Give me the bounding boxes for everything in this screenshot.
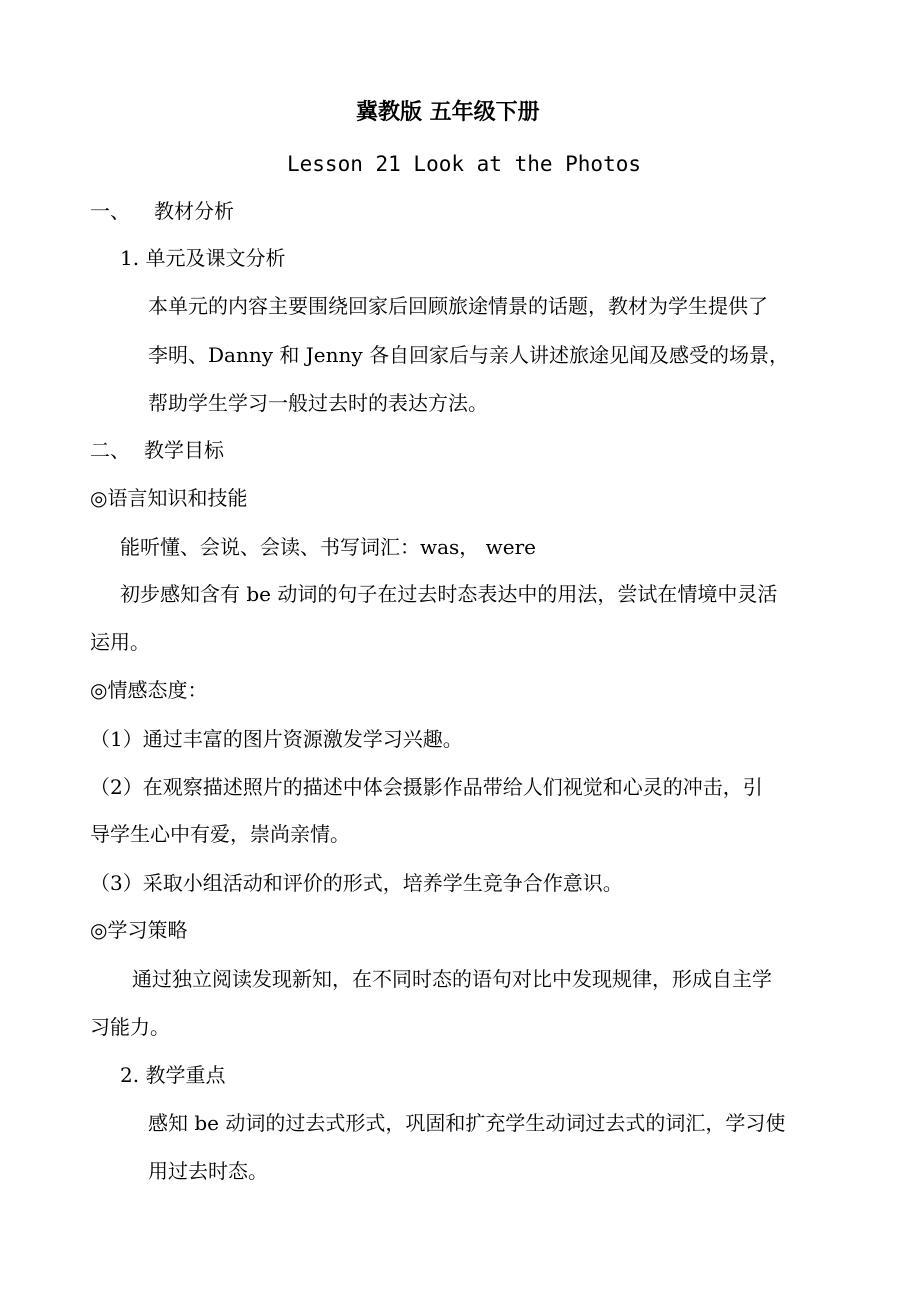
strategy-line-2: 习能力。 (90, 1015, 170, 1039)
usage-line-2: 运用。 (90, 630, 150, 654)
section-2-heading: 教学目标 (144, 438, 224, 462)
subsection-1-heading: 1. 单元及课文分析 (120, 246, 286, 270)
strategy-heading: ◎学习策略 (90, 918, 188, 942)
emotion-item-2-line-1: （2）在观察描述照片的描述中体会摄影作品带给人们视觉和心灵的冲击，引 (90, 775, 763, 799)
analysis-paragraph-line-1: 本单元的内容主要围绕回家后回顾旅途情景的话题，教材为学生提供了 (148, 294, 768, 318)
section-2-number: 二、 (90, 438, 130, 462)
emotion-item-3: （3）采取小组活动和评价的形式，培养学生竞争合作意识。 (90, 871, 623, 895)
document-title: 冀教版 五年级下册 (356, 99, 540, 125)
emotion-heading: ◎情感态度： (90, 678, 208, 702)
usage-line-1: 初步感知含有 be 动词的句子在过去时态表达中的用法，尝试在情境中灵活 (120, 582, 778, 606)
language-skills-heading: ◎语言知识和技能 (90, 486, 248, 510)
key-points-line-1: 感知 be 动词的过去式形式，巩固和扩充学生动词过去式的词汇，学习使 (148, 1111, 786, 1135)
section-1-number: 一、 (90, 199, 130, 223)
emotion-item-2-line-2: 导学生心中有爱，崇尚亲情。 (90, 822, 350, 846)
section-1-heading: 教材分析 (154, 199, 234, 223)
analysis-paragraph-line-3: 帮助学生学习一般过去时的表达方法。 (148, 391, 488, 415)
analysis-paragraph-line-2: 李明、Danny 和 Jenny 各自回家后与亲人讲述旅途见闻及感受的场景， (148, 343, 790, 367)
vocabulary-line: 能听懂、会说、会读、书写词汇：was， were (120, 535, 537, 559)
strategy-line-1: 通过独立阅读发现新知，在不同时态的语句对比中发现规律，形成自主学 (132, 967, 772, 991)
emotion-item-1: （1）通过丰富的图片资源激发学习兴趣。 (90, 727, 463, 751)
key-points-heading: 2. 教学重点 (120, 1063, 226, 1087)
key-points-line-2: 用过去时态。 (148, 1159, 268, 1183)
lesson-title: Lesson 21 Look at the Photos (287, 152, 642, 176)
